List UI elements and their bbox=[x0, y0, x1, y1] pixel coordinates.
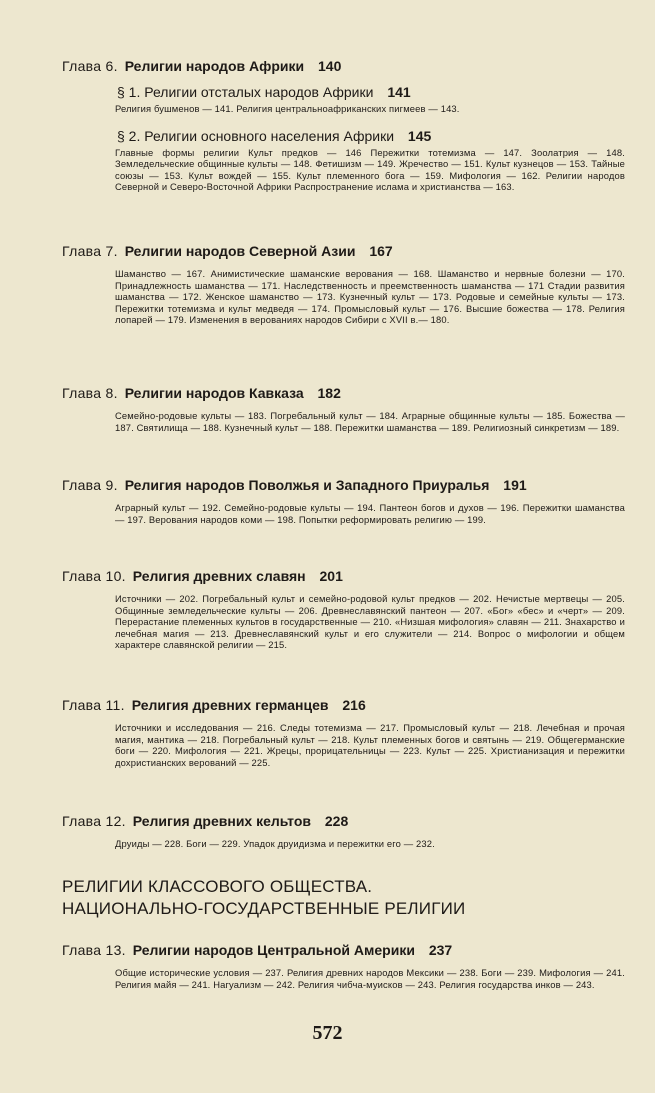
chapter-heading bbox=[62, 941, 632, 959]
chapter-heading bbox=[62, 57, 632, 75]
chapter-page: 182 bbox=[317, 385, 341, 401]
section-heading bbox=[117, 83, 632, 101]
chapter-label: Глава 11. bbox=[62, 697, 125, 713]
chapter-title: Религии народов Кавказа bbox=[124, 385, 304, 401]
chapter-title: Религии народов Африки bbox=[124, 58, 305, 74]
section-page: 141 bbox=[387, 84, 411, 100]
chapter-title: Религия народов Поволжья и Западного Приуралья bbox=[124, 477, 490, 493]
chapter-heading bbox=[62, 812, 632, 830]
chapter-heading bbox=[62, 476, 632, 494]
chapter-label: Глава 10. bbox=[62, 568, 126, 584]
section-title: § 2. Религии основного населения Африки bbox=[117, 127, 395, 144]
chapter-label: Глава 7. bbox=[62, 243, 118, 259]
chapter-8 bbox=[62, 384, 632, 433]
chapter-entries: Шаманство — 167. Анимистические шаманские верования — 168. Шаманство и нервные болезни — 170. Принадлежность шаманства — 171. Наследственность и преемственность шаманства — 171 Стадии развития шаманства — 172. Женское шаманство — 173. Кузнечный культ — 173. Родовые и семейные культы — 173. Пережитки тотемизма и культ медведя — 174. Промысловый культ — 176. Высшие божества — 178. Религия лопарей — 179. Изменения в верованиях народов Сибири с XVII в.— 180. bbox=[115, 268, 625, 326]
chapter-title: Религии народов Центральной Америки bbox=[132, 942, 415, 958]
section-heading bbox=[117, 127, 632, 145]
chapter-page: 191 bbox=[503, 477, 527, 493]
chapter-title: Религия древних славян bbox=[132, 568, 306, 584]
chapter-page: 201 bbox=[319, 568, 343, 584]
chapter-label: Глава 6. bbox=[62, 58, 118, 74]
chapter-entries: Друиды — 228. Боги — 229. Упадок друидизма и пережитки его — 232. bbox=[115, 838, 435, 849]
chapter-page: 228 bbox=[324, 813, 349, 829]
section-entries: Религия бушменов — 141. Религия центральноафриканских пигмеев — 143. bbox=[115, 103, 460, 114]
chapter-page: 216 bbox=[342, 697, 366, 713]
chapter-title: Религия древних германцев bbox=[131, 697, 329, 713]
chapter-label: Глава 12. bbox=[62, 813, 126, 829]
chapter-label: Глава 9. bbox=[62, 477, 118, 493]
chapter-heading bbox=[62, 384, 632, 402]
chapter-label: Глава 13. bbox=[62, 942, 126, 958]
page-number: 572 bbox=[312, 1022, 343, 1044]
chapter-heading bbox=[62, 696, 632, 714]
chapter-12 bbox=[62, 812, 632, 850]
chapter-9 bbox=[62, 476, 632, 525]
section-title: § 1. Религии отсталых народов Африки bbox=[117, 84, 374, 100]
chapter-7 bbox=[62, 242, 632, 326]
chapter-10 bbox=[62, 567, 632, 651]
chapter-entries: Семейно-родовые культы — 183. Погребальный культ — 184. Аграрные общинные культы — 185. Божества — 187. Святилища — 188. Кузнечный культ — 188. Пережитки шаманства — 189. Религиозный синкретизм — 189. bbox=[115, 410, 625, 433]
chapter-page: 140 bbox=[318, 58, 342, 74]
chapter-title: Религия древних кельтов bbox=[132, 813, 311, 829]
section-entries: Главные формы религии Культ предков — 146 Пережитки тотемизма — 147. Зоолатрия — 148. Земледельческие общинные культы — 148. Фетишизм — 149. Жречество — 151. Культ кузнецов — 153. Тайные союзы — 153. Культ вождей — 155. Культ племенного бога — 159. Мифология — 162. Религии народов Северной и Северо-Восточной Африки Распространение ислама и христианства — 163. bbox=[115, 146, 625, 193]
part-title-line: РЕЛИГИИ КЛАССОВОГО ОБЩЕСТВА. bbox=[62, 877, 373, 896]
section-page: 145 bbox=[407, 127, 432, 144]
chapter-page: 167 bbox=[369, 243, 393, 259]
chapter-11 bbox=[62, 696, 632, 768]
chapter-entries: Источники и исследования — 216. Следы тотемизма — 217. Промысловый культ — 218. Лечебная и прочая магия, мантика — 218. Погребальный культ — 218. Культ племенных богов и святынь — 219. Общегерманские боги — 220. Мифология — 221. Жрецы, прорицательницы — 223. Культ — 225. Христианизация и пережитки дохристианских верований — 225. bbox=[115, 722, 625, 768]
chapter-label: Глава 8. bbox=[62, 385, 118, 401]
chapter-6 bbox=[62, 57, 632, 193]
chapter-entries: Аграрный культ — 192. Семейно-родовые культы — 194. Пантеон богов и духов — 196. Пережитки шаманства — 197. Верования народов коми — 198. Попытки реформировать религию — 199. bbox=[115, 502, 625, 525]
chapter-entries: Источники — 202. Погребальный культ и семейно-родовой культ предков — 202. Нечистые мертвецы — 205. Общинные земледельческие культы — 206. Древнеславянский пантеон — 207. «Бог» «бес» и «черт» — 209. Перерастание племенных культов в государственные — 210. «Низшая мифология» славян — 211. Знахарство и лечебная магия — 213. Древнеславянский культ и его служители — 214. Вопрос о мифологии и общем характере славянской религии — 215. bbox=[115, 593, 625, 651]
chapter-title: Религии народов Северной Азии bbox=[124, 243, 356, 259]
part-title bbox=[62, 876, 622, 920]
part-title-line: НАЦИОНАЛЬНО-ГОСУДАРСТВЕННЫЕ РЕЛИГИИ bbox=[62, 899, 466, 918]
chapter-heading bbox=[62, 242, 632, 260]
chapter-entries: Общие исторические условия — 237. Религия древних народов Мексики — 238. Боги — 239. Мифология — 241. Религия майя — 241. Нагуализм — 242. Религия чибча-муисков — 243. Религия государства инков — 243. bbox=[115, 967, 625, 990]
chapter-13 bbox=[62, 941, 632, 990]
chapter-heading bbox=[62, 567, 632, 585]
chapter-page: 237 bbox=[428, 942, 453, 958]
